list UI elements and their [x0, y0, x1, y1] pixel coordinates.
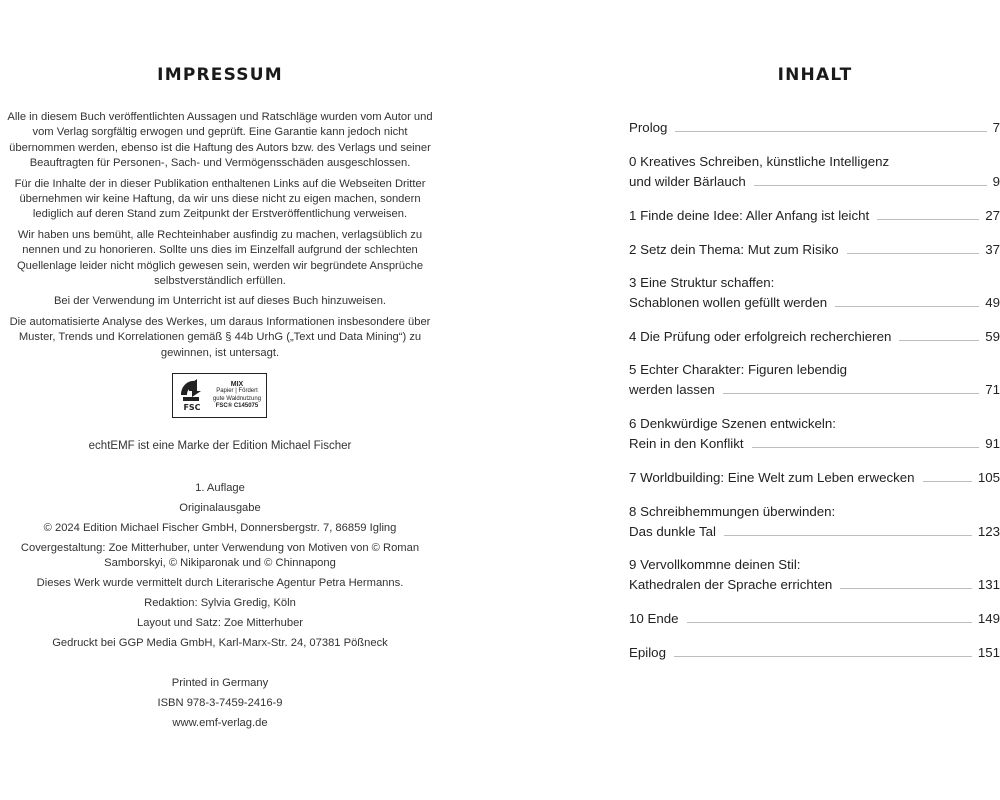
toc-page-number: 27 [985, 208, 1000, 223]
toc-entry-title: Epilog [629, 645, 666, 660]
toc-entry-title: Prolog [629, 120, 668, 135]
toc-item[interactable] [629, 240, 1000, 260]
fsc-label [172, 373, 267, 418]
toc-entry-title: 0 Kreatives Schreiben, künstliche Intelligenz [629, 154, 890, 169]
toc-item[interactable] [629, 273, 1000, 313]
toc-item[interactable] [629, 360, 1000, 400]
toc-item[interactable] [629, 327, 1000, 347]
fsc-line1: Papier | Fördert [216, 388, 258, 394]
toc-entry-title: 4 Die Prüfung oder erfolgreich recherchieren [629, 329, 892, 344]
toc-entry-title: 9 Vervollkommne deinen Stil: [629, 557, 801, 572]
toc-leader-line [840, 588, 972, 589]
toc-entry-title: 5 Echter Charakter: Figuren lebendig [629, 362, 848, 377]
toc-page-number: 123 [977, 524, 1000, 539]
brand-statement: echtEMF ist eine Marke der Edition Michael Fischer [88, 440, 352, 452]
toc-item[interactable] [629, 152, 1000, 192]
credit-line: Dieses Werk wurde vermittelt durch Literarische Agentur Petra Hermanns. [36, 577, 404, 589]
toc-entry-title: Rein in den Konflikt [629, 436, 744, 451]
toc-leader-line [847, 253, 980, 254]
toc-leader-line [877, 219, 979, 220]
toc-entry-title: 3 Eine Struktur schaffen: [629, 275, 775, 290]
toc-entry-title: Schablonen wollen gefüllt werden [629, 295, 828, 310]
legal-notice [0, 110, 440, 366]
toc-item[interactable] [629, 502, 1000, 542]
impressum-title: IMPRESSUM [157, 65, 283, 85]
credit-line: Covergestaltung: Zoe Mitterhuber, unter Verwendung von Motiven von © Roman Samborskyi, © Nikiparonak und © Chinnapong [20, 542, 420, 569]
inhalt-title: INHALT [777, 65, 853, 85]
toc-entry-title: werden lassen [629, 382, 715, 397]
credit-line: Originalausgabe [179, 502, 261, 514]
toc-leader-line [675, 131, 986, 132]
toc-page-number: 7 [992, 120, 1000, 135]
fsc-mix: MIX [230, 380, 244, 388]
toc-entry-title: 8 Schreibhemmungen überwinden: [629, 504, 836, 519]
toc-leader-line [724, 535, 972, 536]
isbn: ISBN 978-3-7459-2416-9 [157, 697, 283, 709]
toc-item[interactable] [629, 643, 1000, 663]
toc-entry-title: Kathedralen der Sprache errichten [629, 577, 833, 592]
toc-entry-title: 7 Worldbuilding: Eine Welt zum Leben erwecken [629, 470, 915, 485]
toc-leader-line [754, 185, 987, 186]
toc-item[interactable] [629, 468, 1000, 488]
toc-item[interactable] [629, 206, 1000, 226]
toc-leader-line [687, 622, 972, 623]
toc-leader-line [674, 656, 972, 657]
fsc-tree-logo-icon [177, 377, 207, 415]
credit-line: © 2024 Edition Michael Fischer GmbH, Donnersbergstr. 7, 86859 Igling [43, 522, 397, 534]
toc-item[interactable] [629, 118, 1000, 138]
toc-leader-line [899, 340, 979, 341]
toc-page-number: 91 [985, 436, 1000, 451]
legal-paragraph: Die automatisierte Analyse des Werkes, um daraus Informationen insbesondere über Muster, Trends und Korrelationen gemäß § 44b UrhG („Text und Data Mining“) zu gewinnen, ist untersagt. [9, 315, 431, 359]
toc-page-number: 71 [985, 382, 1000, 397]
table-of-contents [629, 118, 1000, 663]
fsc-logo-text: FSC [183, 402, 201, 412]
impressum-page [0, 0, 440, 800]
toc-item[interactable] [629, 609, 1000, 629]
fsc-line2: gute Waldnutzung [212, 395, 262, 402]
fsc-code: FSC® C145075 [215, 403, 259, 409]
toc-page-number: 9 [992, 174, 1000, 189]
credit-line: Layout und Satz: Zoe Mitterhuber [136, 617, 304, 629]
toc-entry-title: 6 Denkwürdige Szenen entwickeln: [629, 416, 836, 431]
toc-item[interactable] [629, 555, 1000, 595]
toc-page-number: 59 [985, 329, 1000, 344]
toc-entry-title: 10 Ende [629, 611, 679, 626]
legal-paragraph: Für die Inhalte der in dieser Publikation enthaltenen Links auf die Webseiten Dritter übernehmen wir keine Haftung, da wir uns diese nicht zu eigen machen, sondern lediglich auf deren Stand zum Zeitpunkt der Erstveröffentlichung verweisen. [14, 177, 426, 221]
toc-page-number: 37 [985, 242, 1000, 257]
credit-line: Gedruckt bei GGP Media GmbH, Karl-Marx-Str. 24, 07381 Pößneck [52, 637, 388, 649]
print-info [0, 676, 440, 736]
toc-leader-line [752, 447, 980, 448]
toc-page-number: 105 [977, 470, 1000, 485]
toc-entry-title: und wilder Bärlauch [629, 174, 746, 189]
website-link[interactable]: www.emf-verlag.de [172, 717, 268, 729]
toc-entry-title: 1 Finde deine Idee: Aller Anfang ist leicht [629, 208, 870, 223]
toc-leader-line [835, 306, 979, 307]
toc-leader-line [723, 393, 979, 394]
printed-in: Printed in Germany [171, 677, 269, 689]
credit-line: Redaktion: Sylvia Gredig, Köln [144, 597, 296, 609]
toc-leader-line [923, 481, 972, 482]
legal-paragraph: Bei der Verwendung im Unterricht ist auf dieses Buch hinzuweisen. [53, 295, 387, 308]
legal-paragraph: Wir haben uns bemüht, alle Rechteinhaber ausfindig zu machen, verlagsüblich zu nennen und zu honorieren. Sollte uns dies im Einzelfall aufgrund der schlechten Quellenlage leider nicht möglich gewesen sein, werden wir begründete Ansprüche selbstverständlich erfüllen. [16, 228, 424, 288]
toc-entry-title: 2 Setz dein Thema: Mut zum Risiko [629, 242, 839, 257]
toc-page-number: 151 [977, 645, 1000, 660]
credits [0, 481, 440, 656]
credit-line: 1. Auflage [195, 482, 245, 494]
legal-paragraph: Alle in diesem Buch veröffentlichten Aussagen und Ratschläge wurden vom Autor und vom Verlag sorgfältig erwogen und geprüft. Eine Garantie kann jedoch nicht übernommen werden, ebenso ist die Haftung des Autors bzw. des Verlags und seiner Beauftragten für Personen-, Sach- und Vermögensschäden ausgeschlossen. [7, 111, 433, 170]
fsc-text [212, 381, 262, 411]
inhalt-page [600, 0, 1000, 800]
toc-item[interactable] [629, 414, 1000, 454]
toc-page-number: 131 [977, 577, 1000, 592]
toc-entry-title: Das dunkle Tal [629, 524, 716, 539]
toc-page-number: 49 [985, 295, 1000, 310]
toc-page-number: 149 [977, 611, 1000, 626]
